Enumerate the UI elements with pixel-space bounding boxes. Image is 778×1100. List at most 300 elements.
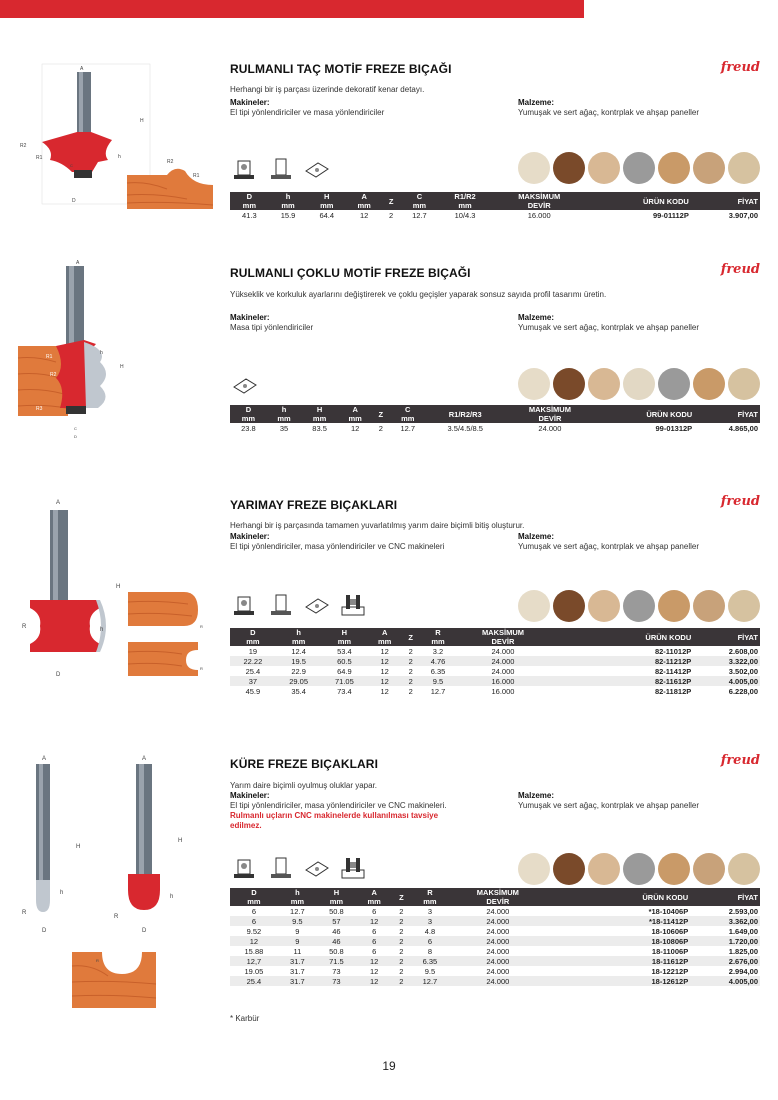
table-cell: 12,7 [230,956,278,966]
table-cell: 1.649,00 [728,926,758,936]
spec-table [230,405,760,433]
crown-profile-wood [127,155,213,209]
softwood-swatch [518,590,550,622]
table-cell: 1.720,00 [690,936,760,946]
material-text: Yumuşak ve sert ağaç, kontrplak ve ahşap paneller [518,542,699,551]
table-cell: 25.4 [245,666,261,676]
panel-swatch [728,590,760,622]
table-cell: 3 [427,906,432,916]
table-cell: 12.4 [291,646,306,656]
col-code: ÜRÜN KODU [549,628,693,646]
spec-table [230,628,760,696]
table-cell: 12 [230,936,278,946]
table-cell: 11 [293,946,302,956]
table-cell: 2 [392,936,410,946]
mdf-gray-swatch [658,368,690,400]
machines-block [230,791,470,831]
particle-swatch [658,152,690,184]
table-cell: 82-11612P [549,676,693,686]
machines-label: Makineler: [230,791,270,800]
table-cell: 24.000 [491,666,515,676]
table-cell: 12.7 [430,686,446,696]
table-cell: 18-11612P [546,956,690,966]
table-cell: 24.000 [486,926,510,936]
table-cell: 4.005,00 [690,976,760,986]
table-row [230,916,760,926]
table-cell: 24.000 [486,906,510,916]
table-cell: 2 [399,946,404,956]
label-h-small: h [60,890,64,896]
machines-label: Makineler: [230,313,270,322]
machines-text: El tipi yönlendiriciler, masa yönlendiriciler ve CNC makineleri [230,542,445,551]
table-cell: 2 [392,956,410,966]
col-h: h mm [276,628,322,646]
brand-logo: freud [720,262,760,277]
table-cell: 31.7 [278,956,317,966]
core-box-profile-wood [72,950,156,1008]
table-cell: 50.8 [329,946,344,956]
label-d: D [142,928,147,934]
col-rpm: MAKSİMUM DEVİR [504,405,595,423]
col-d: D mm [230,888,278,906]
table-cell: 35.4 [291,686,306,696]
col-h: h mm [267,405,301,423]
material-block [518,313,718,333]
table-cell: 6 [356,936,392,946]
table-cell: 60.5 [322,656,368,666]
table-cell: 2 [402,656,419,666]
table-cell: 24.000 [457,656,550,666]
label-d: D [74,434,77,439]
table-cell: 24.000 [486,966,510,976]
col-price: FİYAT [690,888,760,906]
table-cell: 12 [380,666,389,676]
col-c: C mm [400,192,439,210]
table-cell: 1.825,00 [728,946,758,956]
mdf-gray-swatch [623,853,655,885]
table-cell: 6 [230,916,278,926]
table-cell: 24.000 [486,946,510,956]
table-cell: 3.322,00 [693,656,760,666]
table-cell: 2 [408,666,413,676]
label-r2: R2 [20,143,27,149]
label-d: D [42,928,47,934]
section-title: KÜRE FREZE BIÇAKLARI [230,757,378,771]
half-round-profile-top [128,590,210,628]
label-d: D [56,672,61,678]
table-cell: 16.000 [491,686,515,696]
col-rpm: MAKSİMUM DEVİR [491,192,587,210]
label-h: H [120,364,124,370]
plywood-swatch [588,590,620,622]
table-cell: 3.362,00 [690,916,760,926]
table-cell: 19.05 [244,966,264,976]
core-box-diagram-large [112,750,196,936]
table-cell: 3 [410,916,449,926]
mdf-gray-swatch [623,152,655,184]
col-r: R1/R2 mm [439,192,492,210]
col-h: h mm [269,192,308,210]
machine-icons [232,157,330,181]
material-label: Malzeme: [518,791,555,800]
col-H: H mm [307,192,346,210]
label-h-small: h [100,350,103,356]
hardwood-swatch [553,853,585,885]
handheld-router-icon [232,157,258,181]
table-cell: 3.2 [432,646,444,656]
col-price: FİYAT [691,192,760,210]
table-row: 23.8 35 83.5 12 2 12.7 3.5/4.5/8.5 24.000 99-01312P 4.865,00 [241,423,758,433]
label-d: D [72,198,76,204]
table-cell: *18-11412P [546,916,690,926]
table-cell: *18-10406P [648,906,689,916]
profile-label-r: R [200,624,203,629]
table-cell: 4.8 [424,926,436,936]
table-cell: 18-12212P [651,966,689,976]
material-text: Yumuşak ve sert ağaç, kontrplak ve ahşap paneller [518,801,699,810]
table-row [230,946,760,956]
col-h: h mm [278,888,317,906]
machines-text: El tipi yönlendiriciler ve masa yönlendiriciler [230,108,385,117]
hardwood-swatch [553,590,585,622]
table-cell: 6 [410,936,449,946]
panel-swatch [728,853,760,885]
particle-swatch [693,368,725,400]
table-cell: 46 [332,926,341,936]
section-title: YARIMAY FREZE BIÇAKLARI [230,498,398,512]
hardwood-swatch [553,368,585,400]
table-row [230,936,760,946]
table-row [230,656,760,666]
cnc-machine-icon [340,593,366,617]
particle-swatch [658,590,690,622]
table-cell: 12 [356,956,392,966]
col-r: R mm [419,628,456,646]
table-cell: 64.9 [337,666,352,676]
table-cell: 82-11412P [654,666,692,676]
table-cell: 82-11012P [654,646,692,656]
section-description: Yükseklik ve korkuluk ayarlarını değiştirerek ve çoklu geçişler yaparak sonsuz sayıda profil tasarımı üretin. [230,290,607,299]
plywood-swatch [588,853,620,885]
label-h: H [116,584,121,590]
label-h-small: h [170,894,174,900]
table-cell: 12 [367,676,402,686]
table-cell: 31.7 [278,976,317,986]
table-cell: 3.502,00 [728,666,758,676]
profile-label-r: R [96,958,99,963]
table-cell: 73 [317,976,356,986]
section-title: RULMANLI TAÇ MOTİF FREZE BIÇAĞI [230,62,452,76]
machines-label: Makineler: [230,98,270,107]
label-r: R [22,624,27,630]
label-h: H [140,118,144,124]
table-row [230,926,760,936]
label-r: R [22,910,27,916]
multi-profile-diagram [16,258,130,440]
machines-block [230,98,500,118]
material-text: Yumuşak ve sert ağaç, kontrplak ve ahşap paneller [518,323,699,332]
brand-logo: freud [720,753,760,768]
table-router-icon [268,593,294,617]
label-h-small: h [118,154,121,160]
table-cell: 18-12612P [546,976,690,986]
core-box-diagram-small [20,750,100,936]
material-block [518,98,718,118]
handheld-router-icon [232,593,258,617]
table-cell: 24.000 [449,916,546,926]
table-cell: 2 [408,646,413,656]
chipboard-swatch [693,853,725,885]
col-H: H mm [317,888,356,906]
panel-swatch [728,152,760,184]
table-cell: 19 [248,646,258,656]
label-c: C [74,426,77,431]
panel-light-swatch [623,368,655,400]
table-cell: 6 [372,906,377,916]
table-cell: 6.228,00 [728,686,758,696]
material-label: Malzeme: [518,98,555,107]
table-row [230,676,760,686]
table-cell: 53.4 [337,646,352,656]
table-cell: 46 [317,936,356,946]
table-cell: 12 [369,966,379,976]
table-cell: 22.22 [230,656,276,666]
label-h-small: h [100,627,104,633]
table-cell: 15.88 [244,946,264,956]
top-accent-bar [0,0,584,18]
table-cell: 12.7 [290,906,305,916]
table-cell: 24.000 [449,976,546,986]
table-cell: 71.05 [322,676,368,686]
col-c: C mm [389,405,426,423]
table-cell: 82-11812P [654,686,692,696]
label-a: A [76,260,80,266]
table-cell: 2 [408,686,413,696]
table-cell: 29.05 [276,676,322,686]
col-code: ÜRÜN KODU [546,888,690,906]
col-H: H mm [322,628,368,646]
page-number: 19 [382,1059,396,1073]
table-cell: 2.994,00 [728,966,758,976]
table-cell: 9 [278,936,317,946]
label-a: A [80,66,84,72]
machines-block [230,532,470,552]
table-cell: 2 [392,976,410,986]
profile-label-r: R [200,666,203,671]
router-table-icon [304,593,330,617]
table-cell: 9.5 [278,916,317,926]
table-row [230,686,760,696]
label-r3: R3 [36,406,43,412]
spec-table [230,888,760,986]
particle-swatch [658,853,690,885]
table-cell: 73 [332,966,341,976]
softwood-swatch [518,853,550,885]
col-H: H mm [301,405,338,423]
col-price: FİYAT [693,628,760,646]
table-cell: 2.593,00 [728,906,758,916]
table-cell: 12 [356,976,392,986]
table-cell: 2 [392,916,410,926]
machine-icons [232,856,366,880]
col-d: D mm [230,192,269,210]
table-cell: 12 [380,686,389,696]
table-cell: 16.000 [457,676,550,686]
col-price: FİYAT [694,405,760,423]
table-cell: 12 [356,916,392,926]
softwood-swatch [518,152,550,184]
half-round-profile-bottom [128,640,210,678]
half-round-diagram [20,496,128,678]
machines-text: El tipi yönlendiriciler, masa yönlendiriciler ve CNC makineleri. [230,801,447,810]
col-code: ÜRÜN KODU [587,192,691,210]
table-cell: 31.7 [290,966,305,976]
material-swatches [518,152,760,184]
col-z: Z [382,192,400,210]
footnote-carbide: * Karbür [230,1014,260,1023]
table-cell: 73.4 [337,686,352,696]
table-cell: 25.4 [230,976,278,986]
material-label: Malzeme: [518,313,555,322]
label-a: A [142,756,147,762]
router-table-icon [304,157,330,181]
table-row [230,956,760,966]
table-row [230,906,760,916]
table-cell: 9.5 [419,676,456,686]
plywood-swatch [588,368,620,400]
cnc-machine-icon [340,856,366,880]
table-router-icon [268,157,294,181]
table-cell: 9.52 [246,926,262,936]
table-cell: 6 [251,906,256,916]
table-cell: 57 [317,916,356,926]
material-block [518,791,718,811]
col-rpm: MAKSİMUM DEVİR [449,888,546,906]
material-swatches [518,368,760,400]
material-label: Malzeme: [518,532,555,541]
col-d: D mm [230,405,267,423]
handheld-router-icon [232,856,258,880]
panel-swatch [728,368,760,400]
table-cell: 24.000 [449,956,546,966]
table-cell: 24.000 [449,936,546,946]
table-cell: 12 [367,656,402,666]
table-cell: 50.8 [329,906,344,916]
section-title: RULMANLI ÇOKLU MOTİF FREZE BIÇAĞI [230,266,471,280]
col-r: R1/R2/R3 [426,405,504,423]
col-a: A mm [367,628,402,646]
table-row [230,646,760,656]
table-cell: 8 [427,946,432,956]
label-a: A [56,500,61,506]
col-z: Z [372,405,389,423]
table-cell: 2 [402,676,419,686]
table-cell: 2 [399,926,404,936]
table-cell: 22.9 [291,666,306,676]
section-description: Herhangi bir iş parçasında tamamen yuvarlatılmış yarım daire biçimli bitiş oluşturur. [230,521,525,530]
label-a: A [42,756,47,762]
table-row [230,976,760,986]
chipboard-swatch [693,590,725,622]
col-rpm: MAKSİMUM DEVİR [457,628,550,646]
col-a: A mm [338,405,372,423]
table-cell: 6.35 [410,956,449,966]
profile-label-r1: R1 [193,173,200,179]
machines-label: Makineler: [230,532,270,541]
label-c: C [70,163,73,168]
col-d: D mm [230,628,276,646]
table-cell: 6 [372,926,377,936]
table-cell: 19.5 [276,656,322,666]
router-table-icon [232,373,258,397]
col-r: R mm [410,888,449,906]
profile-label-r2: R2 [167,159,174,165]
material-swatches [518,590,760,622]
table-cell: 4.005,00 [693,676,760,686]
brand-logo: freud [720,494,760,509]
crown-bit-diagram [20,62,144,210]
hardwood-swatch [553,152,585,184]
material-text: Yumuşak ve sert ağaç, kontrplak ve ahşap paneller [518,108,699,117]
mdf-gray-swatch [623,590,655,622]
plywood-swatch [588,152,620,184]
table-row: 41.3 15.9 64.4 12 2 12.7 10/4.3 16.000 99-01112P 3.907,00 [242,210,758,220]
label-h: H [178,838,183,844]
label-r2: R2 [50,372,57,378]
col-a: A mm [356,888,392,906]
material-block [518,532,718,552]
table-cell: 12.7 [410,976,449,986]
table-cell: 6 [372,946,377,956]
table-cell: 45.9 [245,686,261,696]
table-cell: 12 [380,646,389,656]
col-a: A mm [346,192,382,210]
col-z: Z [402,628,419,646]
spec-table [230,192,760,220]
table-cell: 2 [399,906,404,916]
router-table-icon [304,856,330,880]
table-cell: 2 [399,966,404,976]
table-cell: 9 [295,926,300,936]
table-cell: 82-11212P [549,656,693,666]
section-description: Herhangi bir iş parçası üzerinde dekoratif kenar detayı. [230,85,425,94]
material-swatches [518,853,760,885]
table-cell: 6.35 [430,666,446,676]
table-cell: 4.76 [419,656,456,666]
table-row [230,666,760,676]
machine-icons [232,593,366,617]
machines-block [230,313,500,333]
table-router-icon [268,856,294,880]
col-code: ÜRÜN KODU [596,405,695,423]
chipboard-swatch [693,152,725,184]
table-cell: 18-11006P [651,946,689,956]
table-cell: 9.5 [424,966,436,976]
machines-text: Masa tipi yönlendiriciler [230,323,314,332]
softwood-swatch [518,368,550,400]
label-r1: R1 [46,354,53,360]
table-cell: 18-10806P [546,936,690,946]
table-cell: 2.608,00 [728,646,758,656]
label-h: H [76,844,81,850]
table-cell: 2.676,00 [690,956,760,966]
label-r: R [114,914,119,920]
section-description: Yarım daire biçimli oyulmuş oluklar yapar. [230,781,378,790]
brand-logo: freud [720,60,760,75]
table-cell: 18-10606P [651,926,689,936]
machine-icons [232,373,258,397]
table-cell: 37 [230,676,276,686]
